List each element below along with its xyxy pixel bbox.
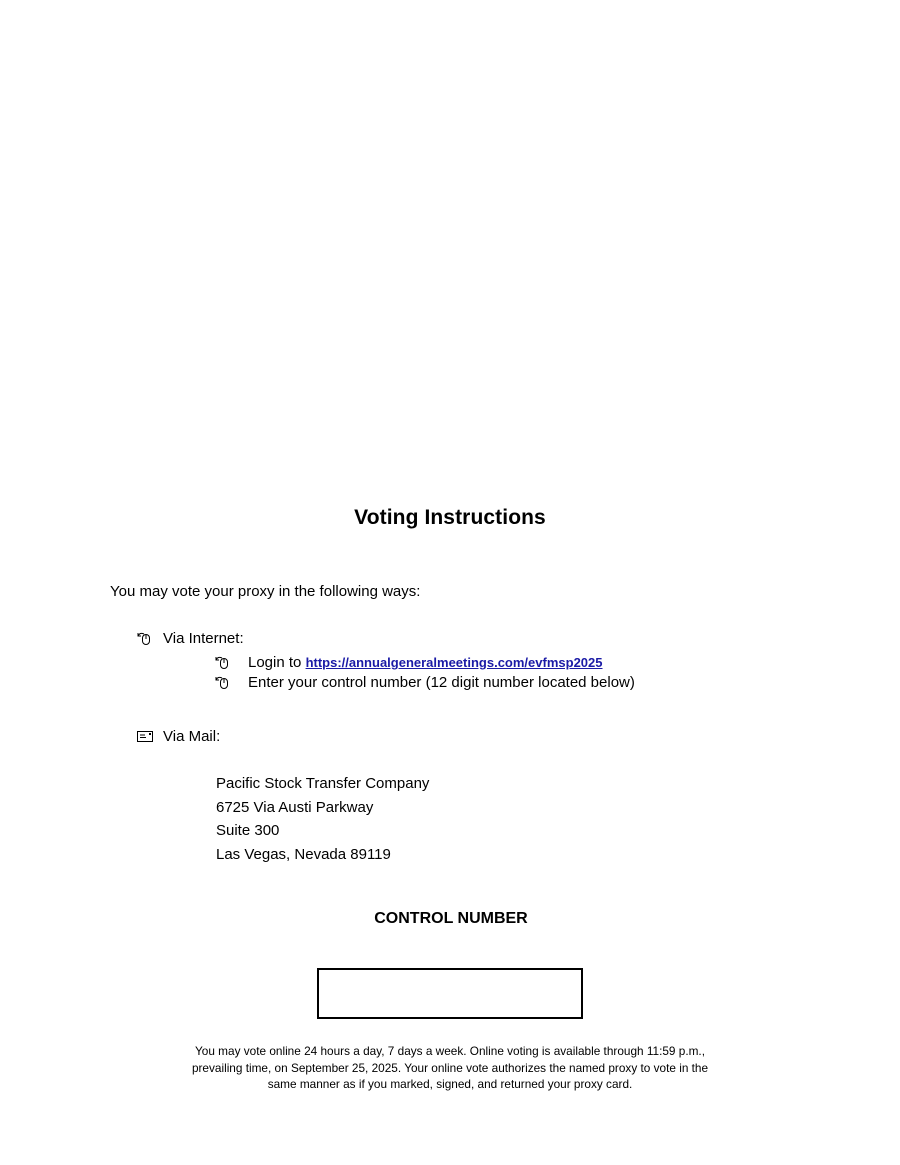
address-line: 6725 Via Austi Parkway [216, 799, 374, 816]
mail-method-label: Via Mail: [163, 728, 221, 745]
intro-text: You may vote your proxy in the following ways: [110, 583, 421, 600]
footnote-line: prevailing time, on September 25, 2025. Your online vote authorizes the named proxy to vote in the [191, 1060, 709, 1075]
address-line: Pacific Stock Transfer Company [216, 775, 430, 792]
control-number-box [317, 968, 583, 1019]
envelope-icon [137, 730, 154, 748]
login-step [248, 654, 603, 671]
login-prefix: Login to [248, 654, 302, 671]
page-title: Voting Instructions [354, 506, 546, 529]
voting-footnote [150, 1043, 750, 1093]
control-number-step: Enter your control number (12 digit number located below) [248, 674, 635, 691]
footnote-line: You may vote online 24 hours a day, 7 days a week. Online voting is available through 11:59 p.m., [195, 1044, 705, 1058]
internet-method-label: Via Internet: [163, 630, 244, 647]
mouse-icon [215, 655, 229, 675]
footnote-line: same manner as if you marked, signed, and returned your proxy card. [267, 1077, 633, 1091]
control-number-title: CONTROL NUMBER [374, 910, 528, 927]
address-line: Las Vegas, Nevada 89119 [216, 846, 391, 863]
voting-link[interactable]: https://annualgeneralmeetings.com/evfmsp2025 [305, 655, 603, 670]
mouse-icon [137, 631, 151, 651]
mouse-icon [215, 675, 229, 695]
address-line: Suite 300 [216, 822, 280, 839]
